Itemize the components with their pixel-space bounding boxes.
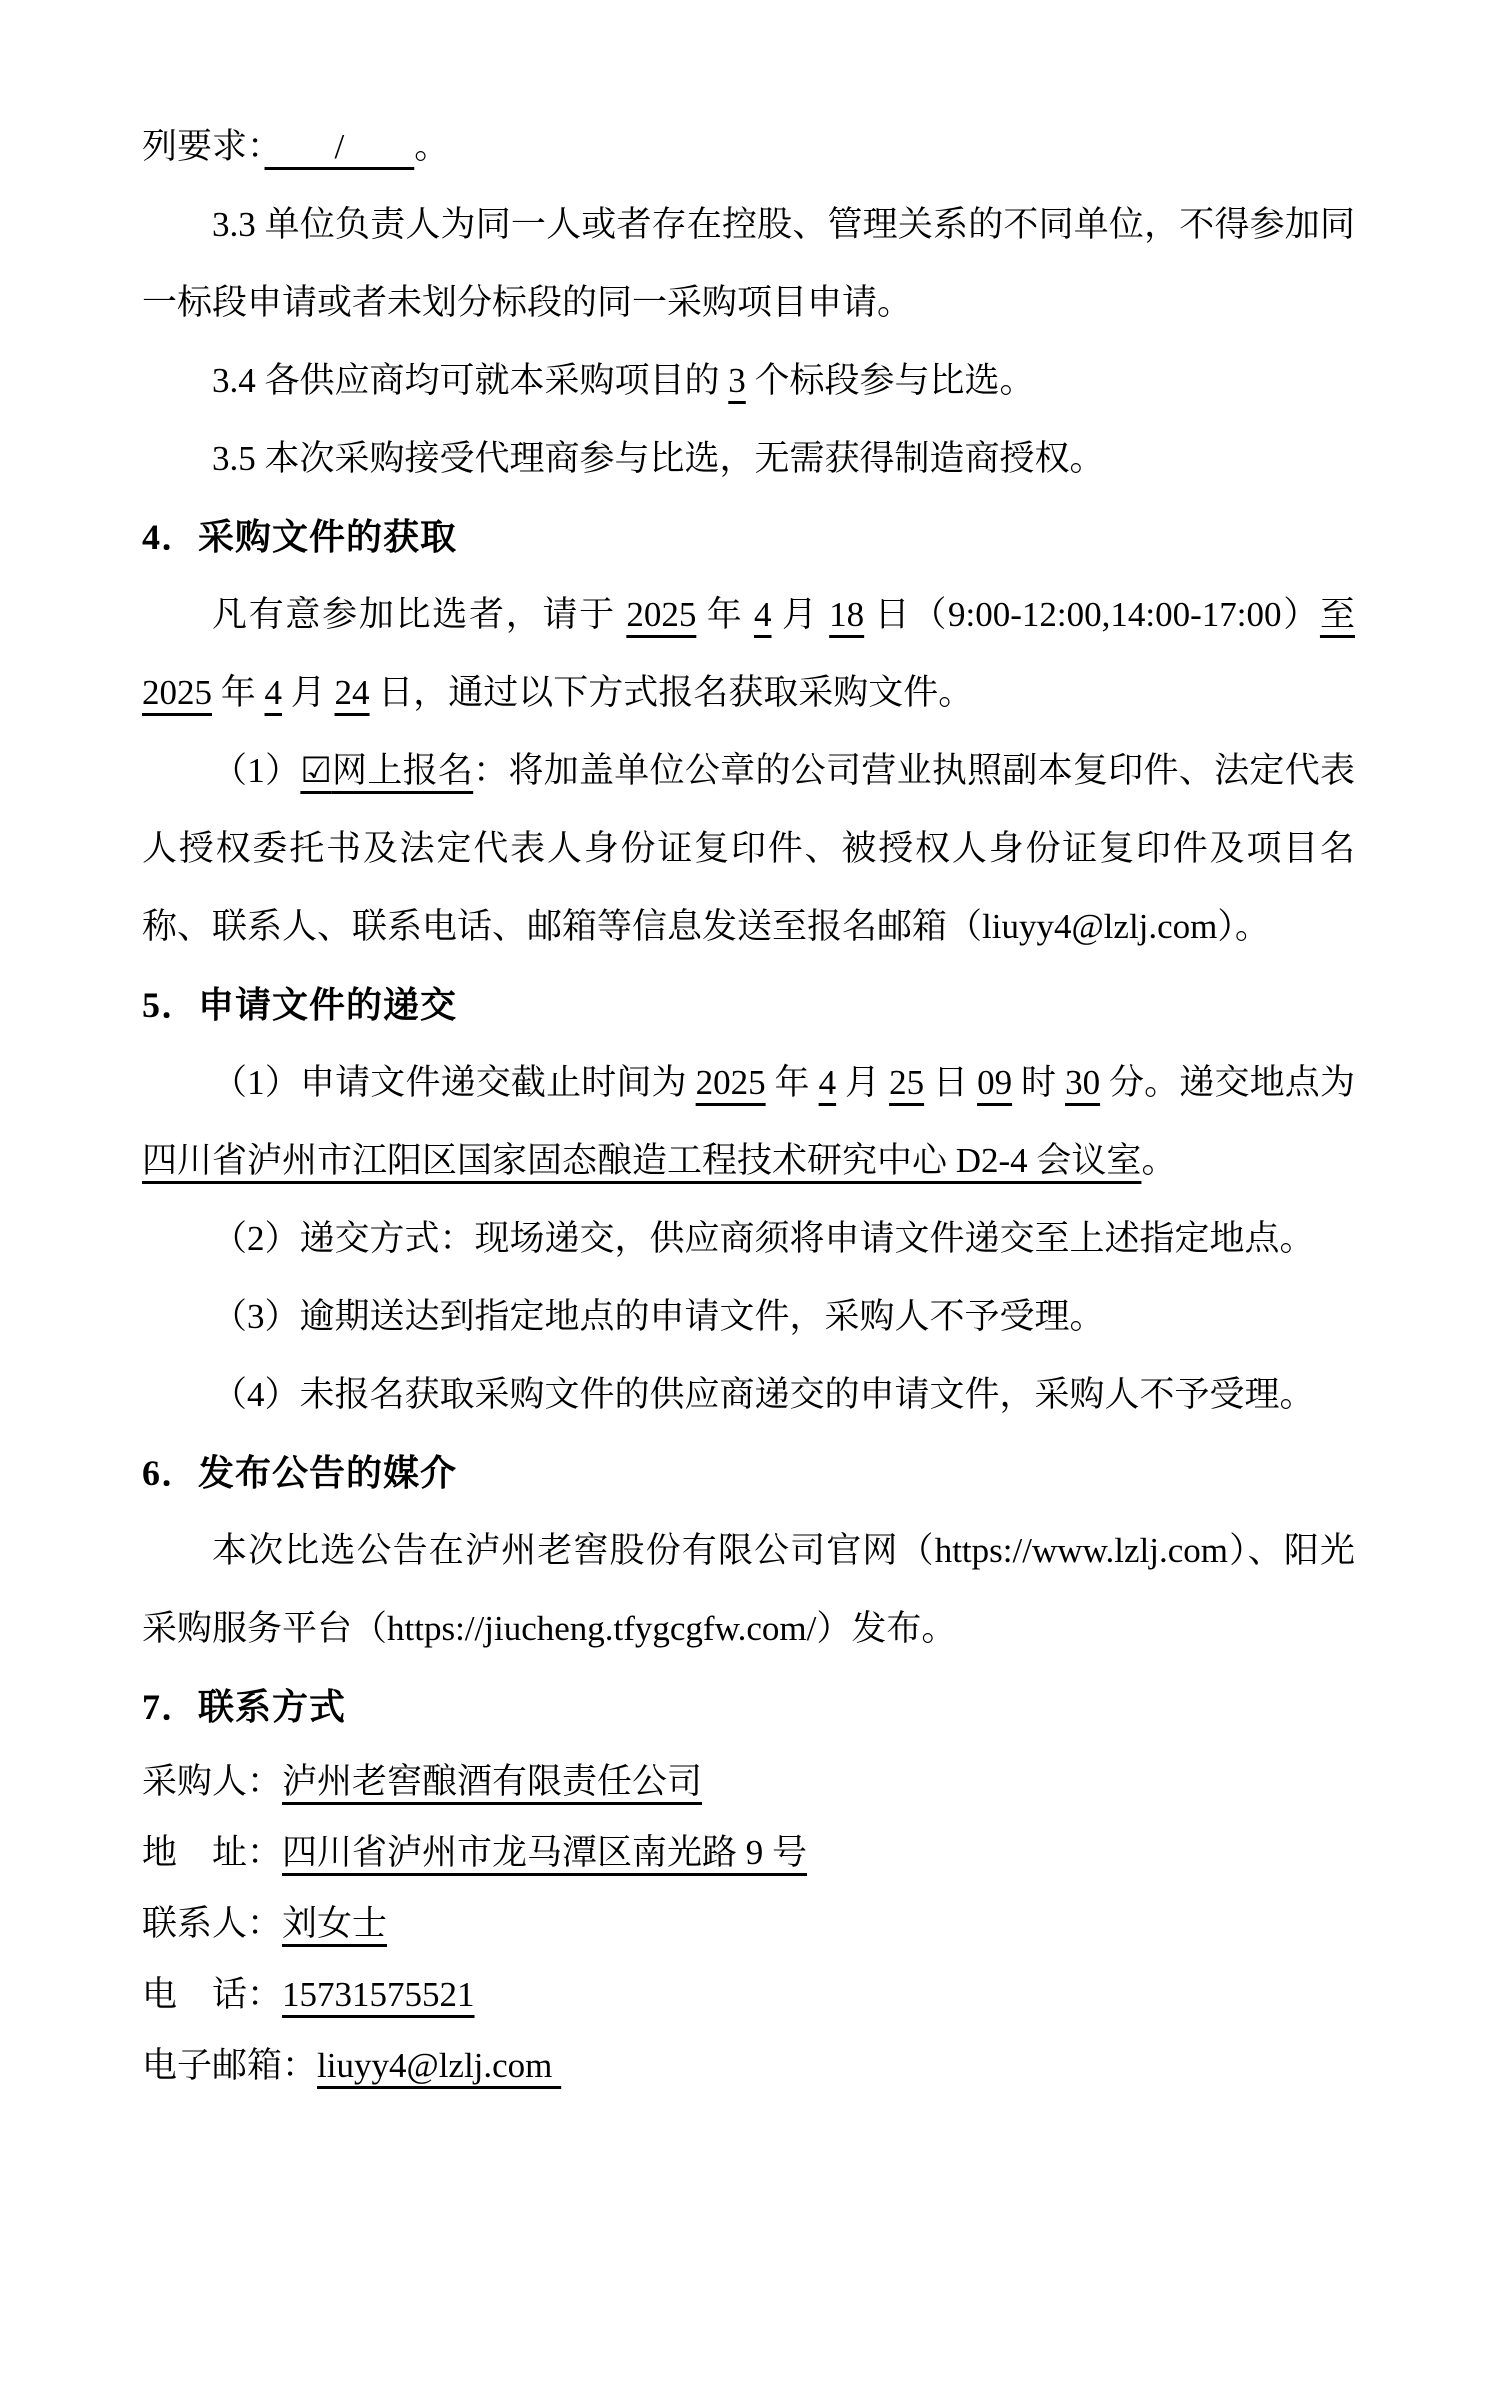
text-run: 时 <box>1012 1063 1066 1102</box>
section-7-heading <box>142 1668 1355 1746</box>
registration-period <box>142 576 1355 732</box>
blank-slash-field: / <box>264 127 415 166</box>
announcement-media <box>142 1512 1355 1668</box>
email-address: liuyy4@lzlj.com <box>317 2046 562 2085</box>
text-run: 月 <box>836 1063 890 1102</box>
address-label: 地 址： <box>142 1833 283 1872</box>
contact-person-name: 刘女士 <box>282 1904 388 1943</box>
heading-text: 4．采购文件的获取 <box>142 517 458 557</box>
text-run: 凡有意参加比选者，请于 <box>212 595 627 634</box>
clause-3-3 <box>142 186 1355 342</box>
text-run: 分。递交地点为 <box>1100 1063 1355 1102</box>
text-run: 年 <box>696 595 754 634</box>
text-run: 3.3 单位负责人为同一人或者存在控股、管理关系的不同单位，不得参加同一标段申请或者未划分标段的同一采购项目申请。 <box>142 205 1355 322</box>
submission-method <box>142 1200 1355 1278</box>
text-run: 日（9:00-12:00,14:00-17:00） <box>864 595 1320 634</box>
text-run: 个标段参与比选。 <box>745 361 1035 400</box>
clause-tail-line <box>142 108 1355 186</box>
unregistered-submission-clause <box>142 1356 1355 1434</box>
start-month-value: 4 <box>754 595 772 634</box>
end-year-value: 2025 <box>142 673 212 712</box>
text-run: 年 <box>212 673 265 712</box>
email-line <box>142 2030 1355 2101</box>
lots-count-value: 3 <box>728 361 746 400</box>
section-6-heading <box>142 1434 1355 1512</box>
text-run: ：将加盖单位公章的公司营业执照副本复印件、法定代表人授权委托书及法定代表人身份证复印件、被授权人身份证复印件及项目名称、联系人、联系电话、邮箱等信息发送至报名邮箱（liuyy4@lzlj.com）。 <box>142 751 1355 946</box>
text-run: （1） <box>212 751 301 790</box>
text-run: 3.5 本次采购接受代理商参与比选，无需获得制造商授权。 <box>212 439 1105 478</box>
text-run: 。 <box>1141 1141 1177 1180</box>
deadline-month-value: 4 <box>818 1063 837 1102</box>
submission-address-value: 四川省泸州市江阳区国家固态酿造工程技术研究中心 D2-4 会议室 <box>142 1141 1142 1180</box>
end-day-value: 24 <box>334 673 370 712</box>
text-run: 日，通过以下方式报名获取采购文件。 <box>369 673 974 712</box>
clause-3-5 <box>142 420 1355 498</box>
text-run: （2）递交方式：现场递交，供应商须将申请文件递交至上述指定地点。 <box>212 1219 1315 1258</box>
phone-line <box>142 1959 1355 2030</box>
section-5-heading <box>142 966 1355 1044</box>
text-run: 月 <box>771 595 830 634</box>
online-registration <box>142 732 1355 966</box>
deadline-day-value: 25 <box>889 1063 925 1102</box>
purchaser-address: 四川省泸州市龙马潭区南光路 9 号 <box>282 1833 808 1872</box>
text-run: 列要求： <box>142 127 265 166</box>
heading-text: 6．发布公告的媒介 <box>142 1453 458 1493</box>
address-line <box>142 1817 1355 1888</box>
text-run: 日 <box>924 1063 978 1102</box>
text-run: 。 <box>414 127 450 166</box>
text-run: 本次比选公告在泸州老窖股份有限公司官网（https://www.lzlj.com）、阳光采购服务平台（https://jiucheng.tfygcgfw.com/）发布。 <box>142 1531 1355 1648</box>
text-run: 3.4 各供应商均可就本采购项目的 <box>212 361 729 400</box>
clause-3-4 <box>142 342 1355 420</box>
deadline-year-value: 2025 <box>695 1063 766 1102</box>
deadline-minute-value: 30 <box>1065 1063 1101 1102</box>
contact-person-label: 联系人： <box>142 1904 283 1943</box>
phone-label: 电 话： <box>142 1975 283 2014</box>
contact-person-line <box>142 1888 1355 1959</box>
text-run: 月 <box>282 673 335 712</box>
purchaser-name: 泸州老窖酿酒有限责任公司 <box>282 1762 703 1801</box>
text-run: （3）逾期送达到指定地点的申请文件，采购人不予受理。 <box>212 1297 1105 1336</box>
start-year-value: 2025 <box>626 595 697 634</box>
late-submission-clause <box>142 1278 1355 1356</box>
deadline-hour-value: 09 <box>977 1063 1013 1102</box>
online-registration-label: 网上报名 <box>331 751 474 790</box>
heading-text: 5．申请文件的递交 <box>142 985 458 1025</box>
text-run: （4）未报名获取采购文件的供应商递交的申请文件，采购人不予受理。 <box>212 1375 1315 1414</box>
text-run: 年 <box>765 1063 819 1102</box>
purchaser-label: 采购人： <box>142 1762 283 1801</box>
to-char: 至 <box>1319 595 1355 634</box>
end-month-value: 4 <box>264 673 283 712</box>
section-4-heading <box>142 498 1355 576</box>
phone-number: 15731575521 <box>282 1975 475 2014</box>
checked-checkbox-icon: ☑ <box>300 751 332 791</box>
text-run: （1）申请文件递交截止时间为 <box>212 1063 696 1102</box>
purchaser-line <box>142 1746 1355 1817</box>
start-day-value: 18 <box>829 595 865 634</box>
heading-text: 7．联系方式 <box>142 1687 347 1727</box>
submission-deadline <box>142 1044 1355 1200</box>
email-label: 电子邮箱： <box>142 2046 318 2085</box>
